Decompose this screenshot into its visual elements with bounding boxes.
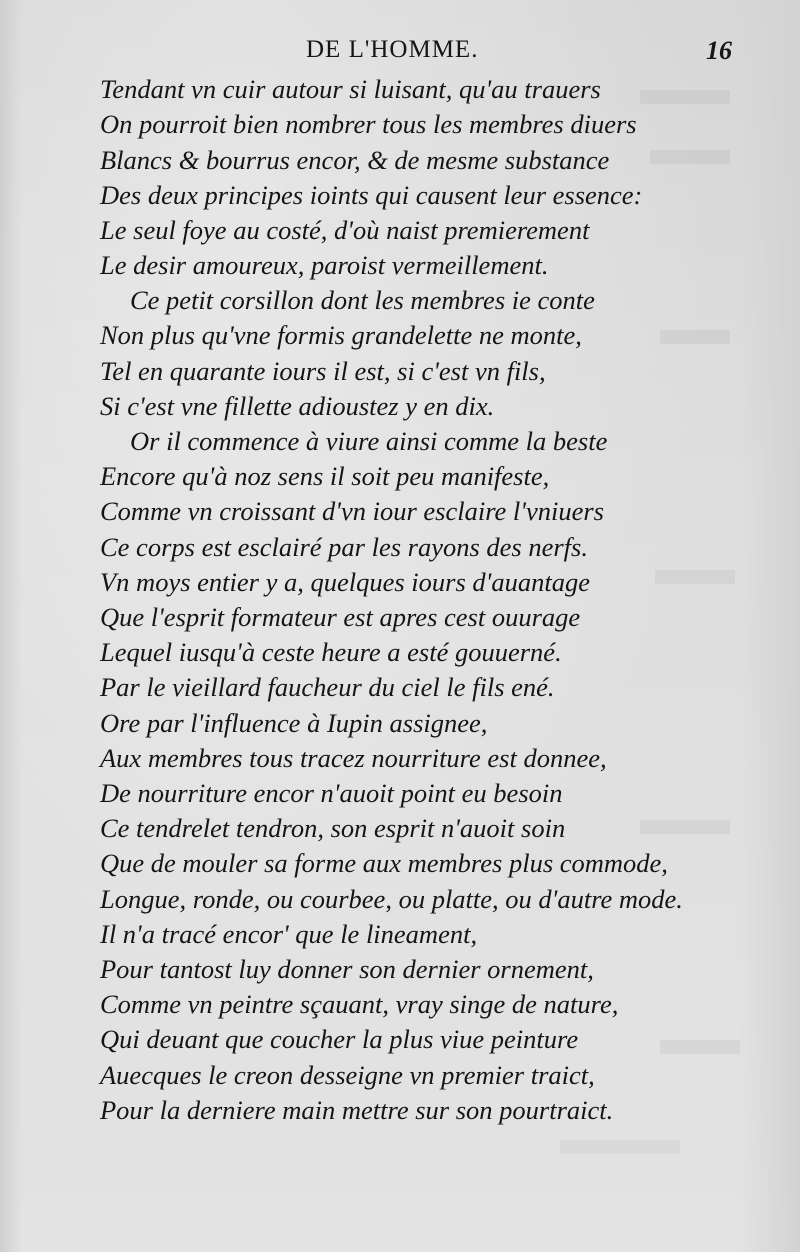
verse-line: Pour la derniere main mettre sur son pourtraict.	[100, 1095, 614, 1125]
verse-line: Tendant vn cuir autour si luisant, qu'au trauers	[100, 74, 601, 104]
verse-line: Tel en quarante iours il est, si c'est vn fils,	[100, 356, 546, 386]
verse-line: Que de mouler sa forme aux membres plus commode,	[100, 848, 668, 878]
verse-line: Ore par l'influence à Iupin assignee,	[100, 708, 488, 738]
verse-line: Si c'est vne fillette adioustez y en dix.	[100, 391, 495, 421]
running-head-title: DE L'HOMME.	[306, 36, 479, 63]
verse-line: Il n'a tracé encor' que le lineament,	[100, 919, 478, 949]
verse-line: De nourriture encor n'auoit point eu besoin	[100, 778, 563, 808]
verse-line: Des deux principes ioints qui causent leur essence:	[100, 180, 643, 210]
verse-line: Comme vn peintre sçauant, vray singe de nature,	[100, 989, 619, 1019]
verse-line: Pour tantost luy donner son dernier ornement,	[100, 954, 594, 984]
verse-line: Blancs & bourrus encor, & de mesme substance	[100, 145, 610, 175]
verse-line: Ce petit corsillon dont les membres ie conte	[130, 285, 595, 315]
verse-line: Or il commence à viure ainsi comme la beste	[130, 426, 608, 456]
verse-line: On pourroit bien nombrer tous les membres diuers	[100, 109, 637, 139]
verse-line: Qui deuant que coucher la plus viue peinture	[100, 1024, 579, 1054]
verse-line: Non plus qu'vne formis grandelette ne monte,	[100, 320, 582, 350]
verse-line: Comme vn croissant d'vn iour esclaire l'vniuers	[100, 496, 604, 526]
verse-line: Auecques le creon desseigne vn premier traict,	[100, 1060, 595, 1090]
verse-line: Ce tendrelet tendron, son esprit n'auoit soin	[100, 813, 566, 843]
verse-line: Longue, ronde, ou courbee, ou platte, ou d'autre mode.	[100, 884, 683, 914]
verse-line: Par le vieillard faucheur du ciel le fils ené.	[100, 672, 555, 702]
verse-line: Aux membres tous tracez nourriture est donnee,	[100, 743, 607, 773]
verse-line: Le seul foye au costé, d'où naist premierement	[100, 215, 590, 245]
verse-line: Encore qu'à noz sens il soit peu manifeste,	[100, 461, 550, 491]
page-number: 16	[706, 36, 732, 65]
verse-line: Vn moys entier y a, quelques iours d'auantage	[100, 567, 590, 597]
verse-line: Que l'esprit formateur est apres cest ouurage	[100, 602, 581, 632]
verse-line: Lequel iusqu'à ceste heure a esté gouuerné.	[100, 637, 562, 667]
verse-line: Le desir amoureux, paroist vermeillement.	[100, 250, 549, 280]
verse-line: Ce corps est esclairé par les rayons des nerfs.	[100, 532, 588, 562]
